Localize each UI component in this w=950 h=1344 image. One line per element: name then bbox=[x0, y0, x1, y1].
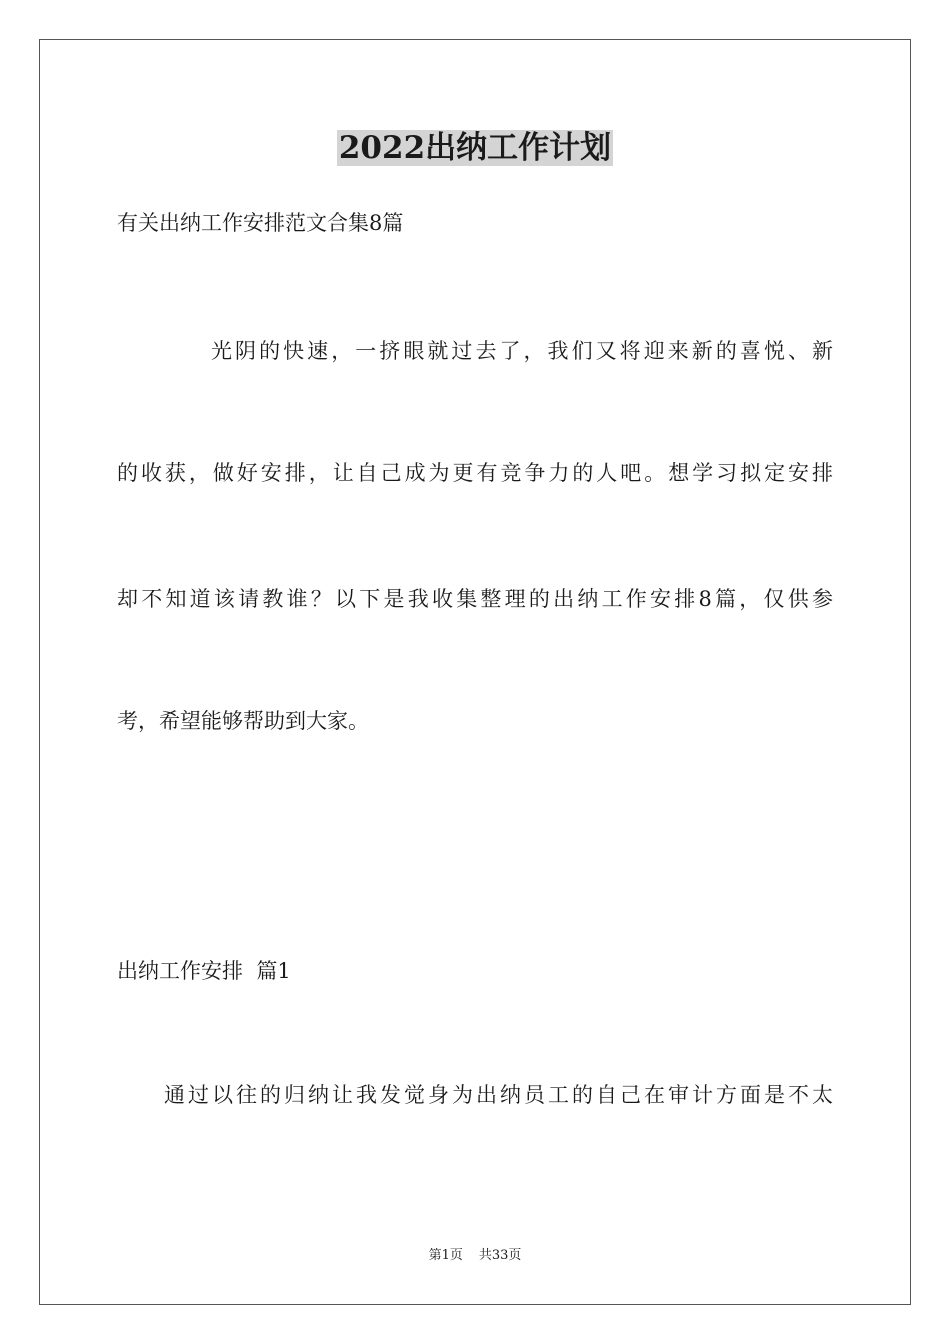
intro-line-3: 却不知道该请教谁？以下是我收集整理的出纳工作安排8篇，仅供参 bbox=[117, 587, 833, 611]
page-footer bbox=[0, 1247, 950, 1265]
intro-line-2: 的收获，做好安排，让自己成为更有竞争力的人吧。想学习拟定安排 bbox=[117, 461, 833, 485]
document-subtitle: 有关出纳工作安排范文合集8篇 bbox=[117, 211, 404, 235]
page-total: 共33页 bbox=[478, 1248, 522, 1263]
intro-line-1: 光阴的快速，一挤眼就过去了，我们又将迎来新的喜悦、新 bbox=[211, 339, 833, 363]
document-title-text: 2022出纳工作计划 bbox=[338, 130, 612, 166]
page-number: 第1页 bbox=[428, 1248, 463, 1263]
section-heading: 出纳工作安排 篇1 bbox=[117, 959, 291, 983]
section-paragraph-line-1: 通过以往的归纳让我发觉身为出纳员工的自己在审计方面是不太 bbox=[164, 1083, 833, 1107]
document-title bbox=[0, 126, 950, 170]
intro-line-4: 考，希望能够帮助到大家。 bbox=[117, 709, 369, 733]
